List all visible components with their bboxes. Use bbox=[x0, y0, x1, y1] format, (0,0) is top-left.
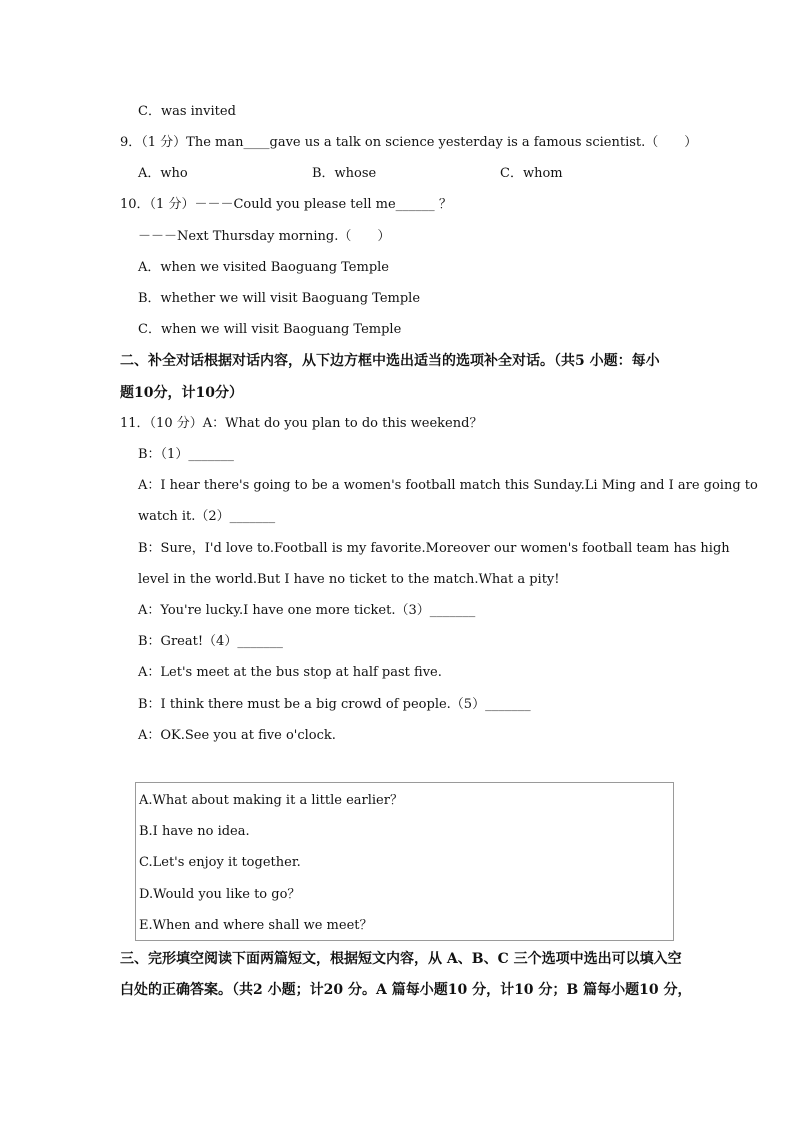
q9-option-b: B．whose bbox=[312, 166, 377, 181]
q10-option-a: A．when we visited Baoguang Temple bbox=[138, 260, 389, 275]
dialog-line-b1: B：（1）_______ bbox=[138, 447, 234, 462]
q10-reply: －－－Next Thursday morning.（ ） bbox=[138, 229, 391, 244]
dialog-line-a8: A：OK.See you at five o'clock. bbox=[138, 728, 336, 743]
box-option-c: C.Let's enjoy it together. bbox=[139, 855, 301, 870]
q10-stem: 10．（1 分）－－－Could you please tell me______ ？ bbox=[120, 197, 452, 212]
q9-option-c: C．whom bbox=[500, 166, 563, 181]
dialog-line-b3: B：Sure，I'd love to.Football is my favorite.Moreover our women's football team has high bbox=[138, 541, 730, 556]
q10-option-c: C．when we will visit Baoguang Temple bbox=[138, 322, 402, 337]
dialog-line-b7: B：I think there must be a big crowd of people.（5）_______ bbox=[138, 697, 531, 712]
dialog-line-a6: A：Let's meet at the bus stop at half past five. bbox=[138, 665, 442, 680]
q9-stem: 9．（1 分）The man____gave us a talk on science yesterday is a famous scientist.（ ） bbox=[120, 135, 698, 150]
box-option-a: A.What about making it a little earlier？ bbox=[139, 793, 403, 808]
box-option-e: E.When and where shall we meet？ bbox=[139, 918, 373, 933]
dialog-line-a2: A：I hear there's going to be a women's football match this Sunday.Li Ming and I are going to bbox=[138, 478, 758, 493]
q9-option-a: A．who bbox=[138, 166, 188, 181]
section2-title-line1: 二、补全对话根据对话内容，从下边方框中选出适当的选项补全对话。（共5 小题：每小 bbox=[120, 353, 660, 369]
dialog-line-a4: A：You're lucky.I have one more ticket.（3）_______ bbox=[138, 603, 476, 618]
q8-option-c: C．was invited bbox=[138, 104, 236, 119]
section3-title-line2: 白处的正确答案。（共2 小题；计20 分。A 篇每小题10 分，计10 分；B 篇每小题10 分， bbox=[120, 982, 692, 998]
dialog-line-b5: B：Great!（4）_______ bbox=[138, 634, 283, 649]
box-option-b: B.I have no idea. bbox=[139, 824, 250, 839]
box-option-d: D.Would you like to go？ bbox=[139, 887, 301, 902]
q10-option-b: B．whether we will visit Baoguang Temple bbox=[138, 291, 421, 306]
q11-stem: 11．（10 分）A：What do you plan to do this weekend？ bbox=[120, 416, 483, 431]
dialog-line-a2-cont: watch it.（2）_______ bbox=[138, 509, 276, 524]
section3-title-line1: 三、完形填空阅读下面两篇短文，根据短文内容，从 A、B、C 三个选项中选出可以填入空 bbox=[120, 951, 682, 967]
options-box bbox=[135, 782, 674, 941]
section2-title-line2: 题10分，计10分） bbox=[120, 385, 243, 401]
dialog-line-b3-cont: level in the world.But I have no ticket to the match.What a pity! bbox=[138, 572, 560, 587]
